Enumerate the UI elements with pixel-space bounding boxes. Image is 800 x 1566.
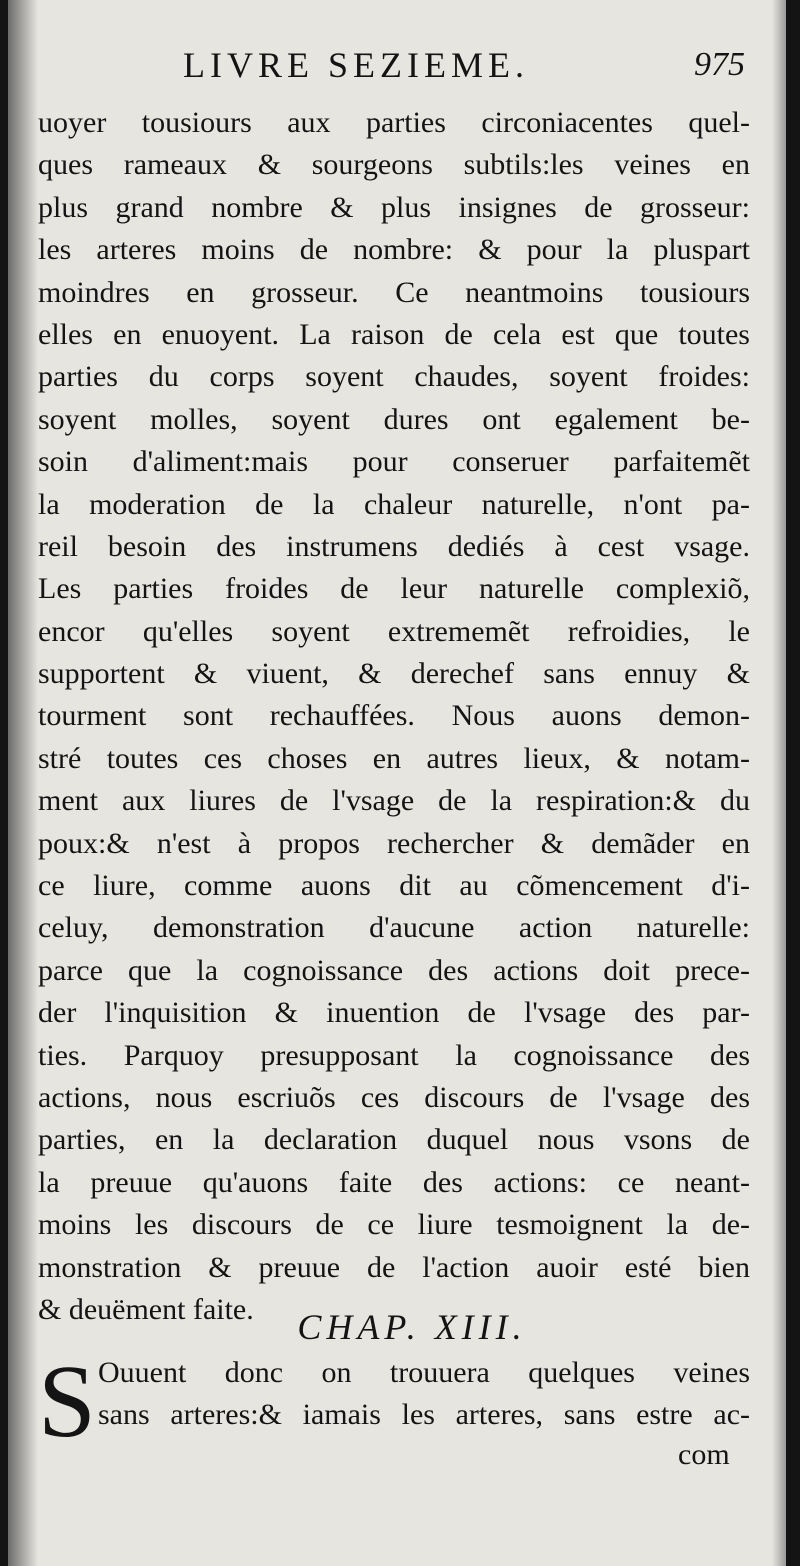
body-text <box>38 102 750 1331</box>
text-line: & deuëment faite. <box>38 1292 254 1326</box>
chapter-text <box>98 1352 750 1437</box>
book-page <box>8 0 786 1566</box>
text-line: ties. Parquoy presupposant la cognoissance des <box>38 1038 750 1072</box>
text-line: encor qu'elles soyent extrememẽt refroidies, le <box>38 614 750 648</box>
text-line: reil besoin des instrumens dediés à cest vsage. <box>38 529 750 563</box>
text-line: soin d'aliment:mais pour conseruer parfaitemẽt <box>38 445 750 479</box>
text-line: soyent molles, soyent dures ont egalement be- <box>38 402 750 436</box>
text-line: celuy, demonstration d'aucune action naturelle: <box>38 911 750 945</box>
text-line: uoyer tousiours aux parties circoniacentes quel- <box>38 106 750 139</box>
text-line: parties, en la declaration duquel nous vsons de <box>38 1123 750 1157</box>
text-line: les arteres moins de nombre: & pour la pluspart <box>38 233 750 267</box>
chapter-line: sans arteres:& iamais les arteres, sans estre ac- <box>98 1398 750 1432</box>
text-line: la moderation de la chaleur naturelle, n'ont pa- <box>38 487 750 521</box>
page-number: 975 <box>694 46 745 83</box>
text-line: Les parties froides de leur naturelle complexiõ, <box>38 572 750 606</box>
drop-cap-initial: S <box>38 1344 96 1459</box>
text-line: parce que la cognoissance des actions doit prece- <box>38 953 750 987</box>
text-line: stré toutes ces choses en autres lieux, & notam- <box>38 741 750 775</box>
text-line: ques rameaux & sourgeons subtils:les veines en <box>38 148 750 182</box>
running-title: LIVRE SEZIEME. <box>183 45 529 85</box>
running-head <box>8 44 786 104</box>
text-line: moins les discours de ce liure tesmoignent la de- <box>38 1208 750 1242</box>
text-line: moindres en grosseur. Ce neantmoins tousiours <box>38 275 750 309</box>
text-line: supportent & viuent, & derechef sans ennuy & <box>38 657 750 691</box>
text-line: parties du corps soyent chaudes, soyent froides: <box>38 360 750 394</box>
text-line: actions, nous escriuõs ces discours de l'vsage des <box>38 1080 750 1114</box>
text-line: ment aux liures de l'vsage de la respiration:& du <box>38 784 750 818</box>
text-line: la preuue qu'auons faite des actions: ce neant- <box>38 1165 750 1199</box>
catchword: com <box>678 1438 730 1471</box>
chapter-heading: CHAP. XIII. <box>297 1307 527 1347</box>
text-line: monstration & preuue de l'action auoir esté bien <box>38 1250 750 1284</box>
text-line: der l'inquisition & inuention de l'vsage des par- <box>38 996 750 1030</box>
text-line: tourment sont rechauffées. Nous auons demon- <box>38 699 750 733</box>
text-line: plus grand nombre & plus insignes de grosseur: <box>38 190 750 224</box>
text-line: ce liure, comme auons dit au cõmencement d'i- <box>38 869 750 903</box>
chapter-line: Ouuent donc on trouuera quelques veines <box>98 1356 750 1389</box>
text-line: elles en enuoyent. La raison de cela est que toutes <box>38 317 750 351</box>
text-line: poux:& n'est à propos rechercher & demãder en <box>38 826 750 860</box>
